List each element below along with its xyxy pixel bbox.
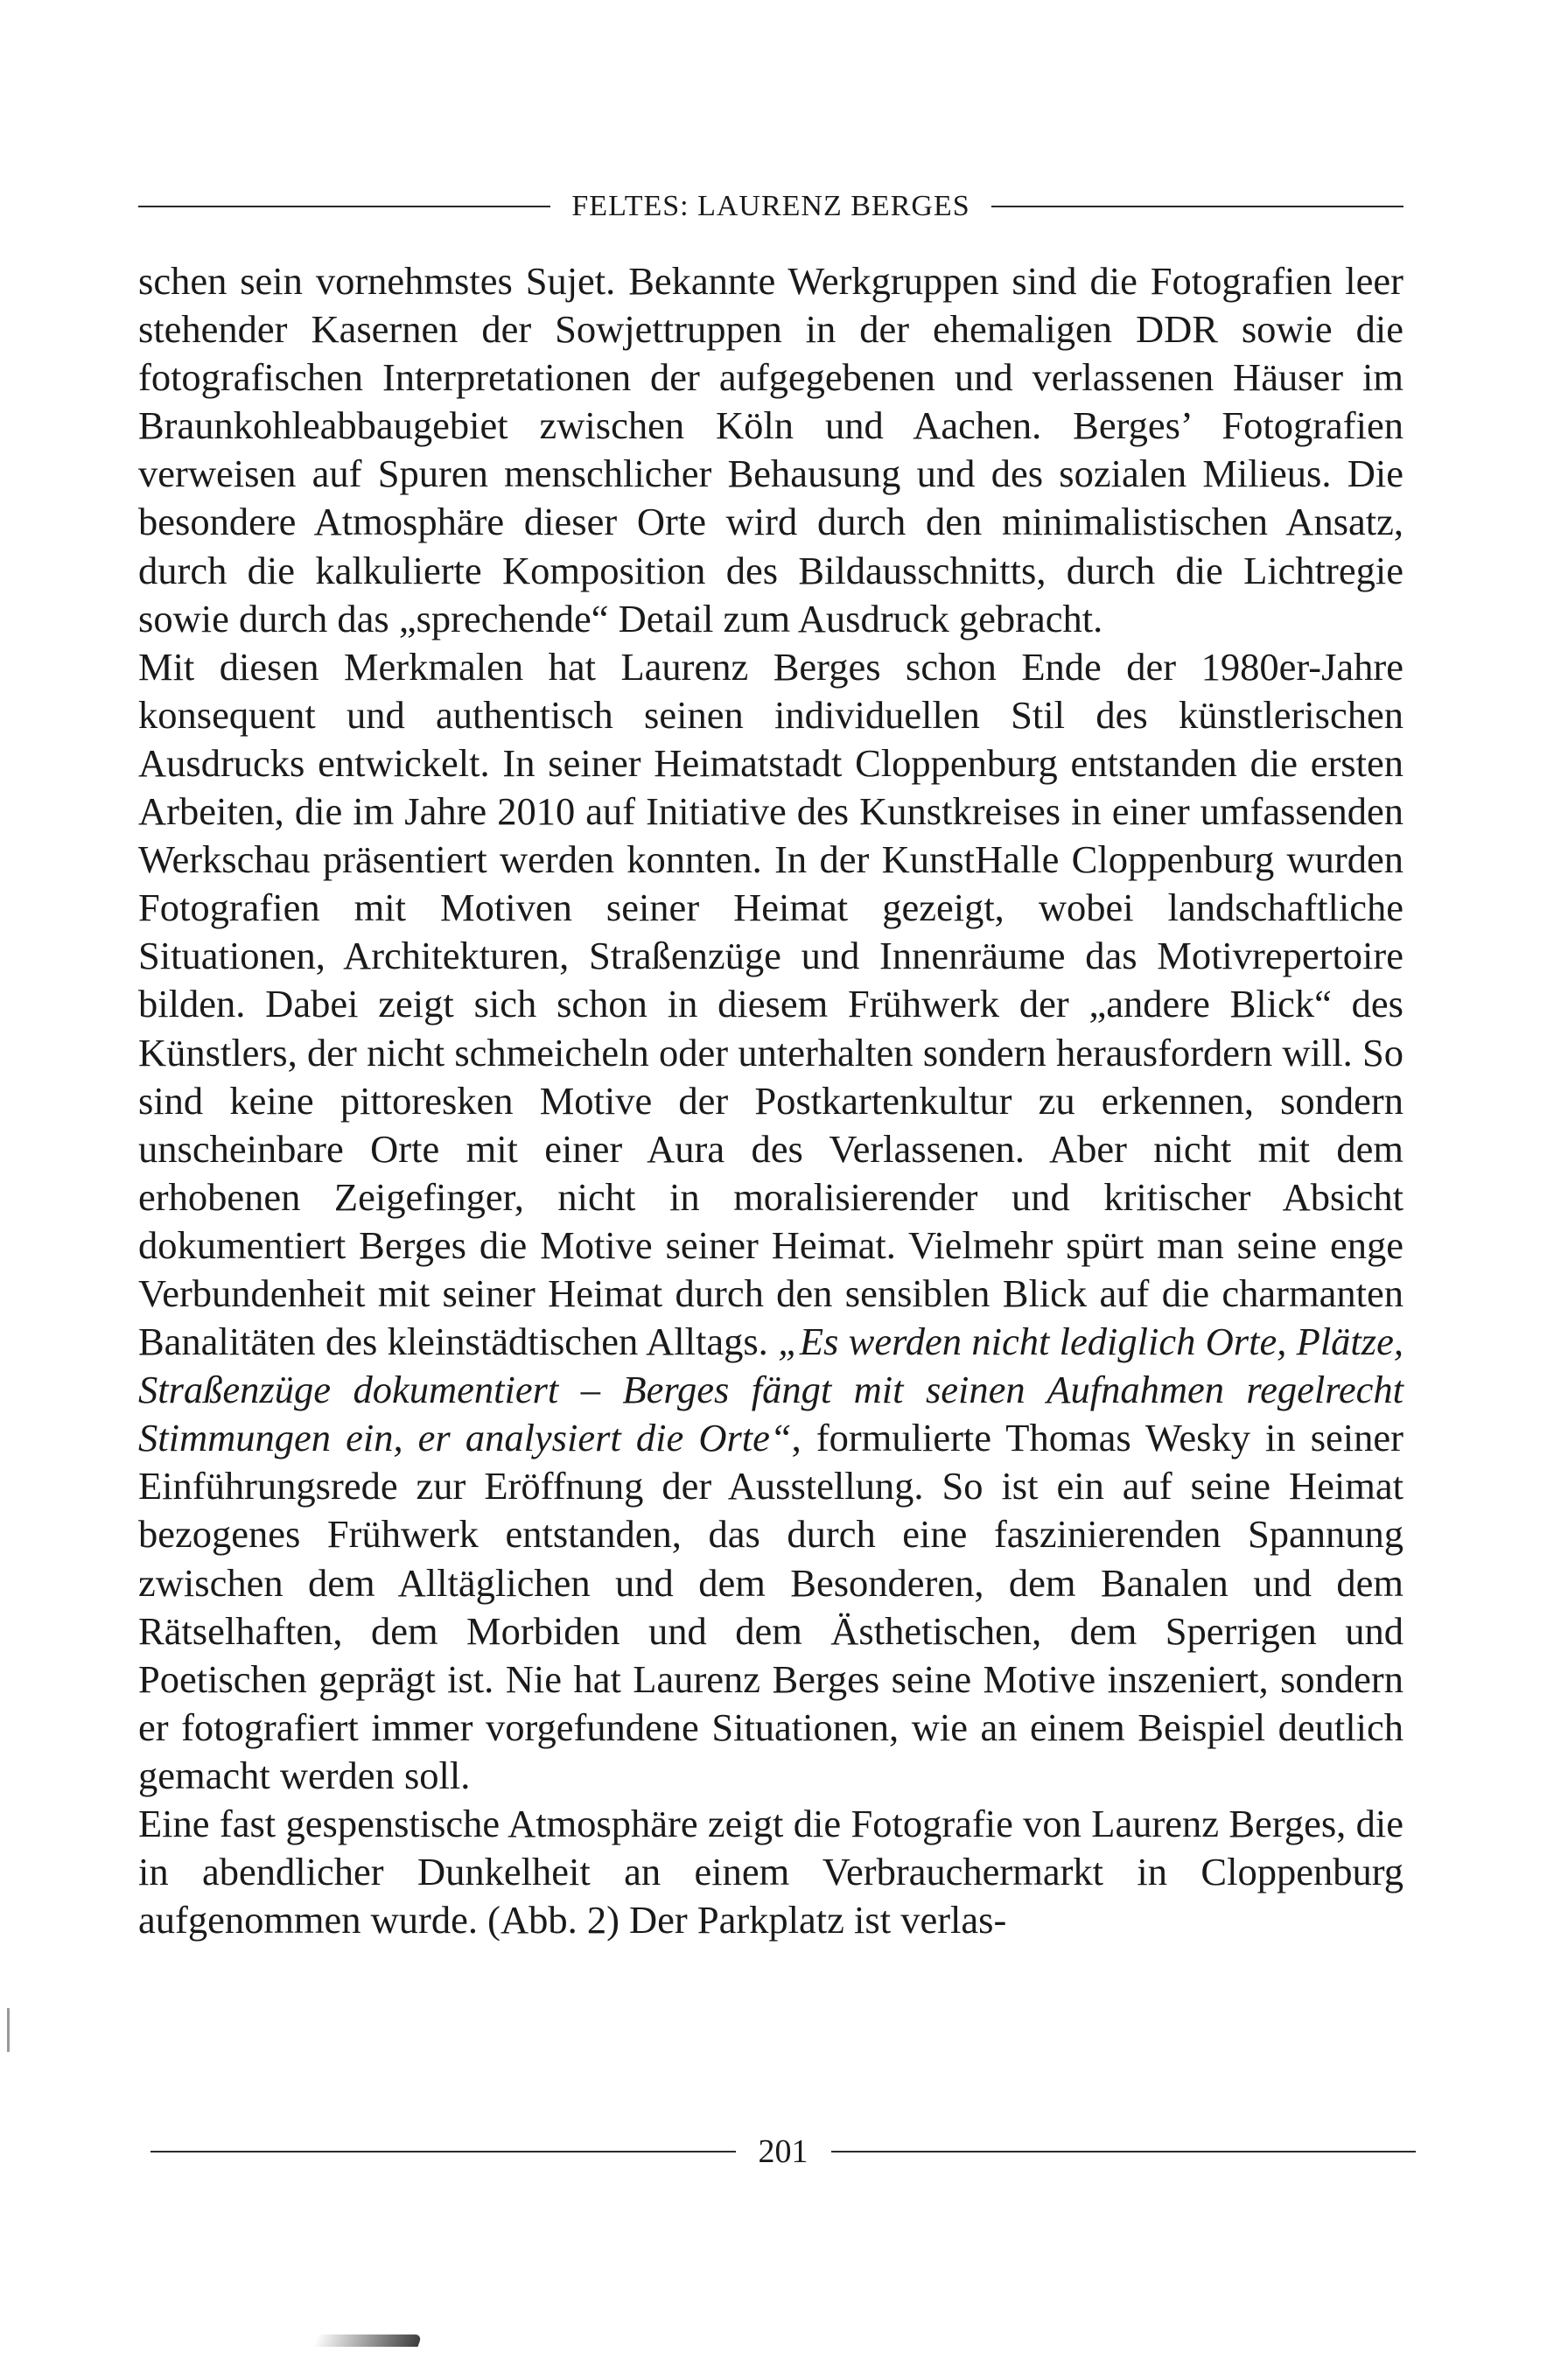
wesky-quote: „Es werden nicht lediglich Orte, Plätze, Straßenzüge dokumentiert – Berges fängt mit seinen Aufnahmen regelrecht Stimmungen ein, er analysiert die Orte“ xyxy=(138,1320,1404,1460)
page-footer xyxy=(150,2130,1416,2174)
header-rule-right xyxy=(991,206,1404,207)
paragraph-1: schen sein vornehmstes Sujet. Bekannte Werkgruppen sind die Fotografien leer stehender Kasernen der Sowjettruppen in der ehemaligen DDR sowie die fotografischen Interpretationen der aufgegebenen und verlassenen Häuser im Braunkohleabbaugebiet zwischen Köln und Aachen. Berges’ Fotografien verweisen auf Spuren menschlicher Behausung und des sozialen Milieus. Die besondere Atmosphäre dieser Orte wird durch den minimalistischen Ansatz, durch die kalkulierte Komposition des Bildausschnitts, durch die Lichtregie sowie durch das „sprechende“ Detail zum Ausdruck gebracht. xyxy=(138,259,1404,640)
running-head-title: FELTES: LAURENZ BERGES xyxy=(571,190,970,222)
body-text xyxy=(138,257,1404,1944)
page-number: 201 xyxy=(758,2133,808,2170)
paragraph-2 xyxy=(138,643,1404,1800)
paragraph-2-text: Mit diesen Merkmalen hat Laurenz Berges schon Ende der 1980er-Jahre konsequent und authentisch seinen individuellen Stil des künstlerischen Ausdrucks entwickelt. In seiner Heimatstadt Cloppenburg entstanden die ersten Arbeiten, die im Jahre 2010 auf Initiative des Kunstkreises in einer umfassenden Werkschau präsentiert werden konnten. In der KunstHalle Cloppenburg wurden Fotografien mit Motiven seiner Heimat gezeigt, wobei landschaftliche Situationen, Architekturen, Straßenzüge und Innenräume das Motivrepertoire bilden. Dabei zeigt sich schon in diesem Frühwerk der „andere Blick“ des Künstlers, der nicht schmeicheln oder unterhalten sondern herausfordern will. So sind keine pittoresken Motive der Postkartenkultur zu erkennen, sondern unscheinbare Orte mit einer Aura des Verlassenen. Aber nicht mit dem erhobenen Zeigefinger, nicht in moralisierender und kritischer Absicht dokumentiert Berges die Motive seiner Heimat. Vielmehr spürt man seine enge Verbundenheit mit seiner Heimat durch den sensiblen Blick auf die charmanten Banalitäten des kleinstädtischen Alltags. xyxy=(138,644,1404,1364)
paragraph-3: Eine fast gespenstische Atmosphäre zeigt die Fotografie von Laurenz Berges, die in abendlicher Dunkelheit an einem Verbrauchermarkt in Cloppenburg aufgenommen wurde. (Abb. 2) Der Parkplatz ist verlas- xyxy=(138,1802,1404,1942)
running-head xyxy=(138,186,1404,228)
scan-edge-shadow xyxy=(312,2334,422,2347)
footer-rule-right xyxy=(831,2151,1417,2152)
header-rule-left xyxy=(138,206,550,207)
paragraph-2-continued: , formulierte Thomas Wesky in seiner Einführungsrede zur Eröffnung der Ausstellung. So ist ein auf seine Heimat bezogenes Frühwerk entstanden, das durch eine faszinierenden Spannung zwischen dem Alltäglichen und dem Besonderen, dem Banalen und dem Rätselhaften, dem Morbiden und dem Ästhetischen, dem Sperrigen und Poetischen geprägt ist. Nie hat Laurenz Berges seine Motive inszeniert, sondern er fotografiert immer vorgefundene Situationen, wie an einem Beispiel deutlich gemacht werden soll. xyxy=(138,1416,1404,1797)
footer-rule-left xyxy=(150,2151,736,2152)
scan-margin-mark xyxy=(7,2008,10,2052)
